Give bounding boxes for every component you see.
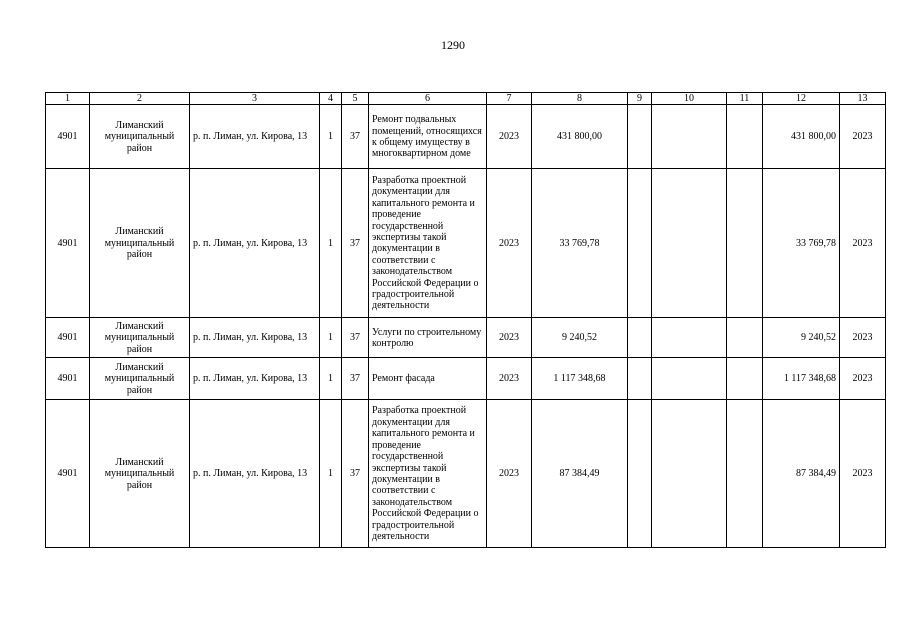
cell-col9: [628, 358, 652, 400]
cell-work-type: Услуги по строительному контролю: [369, 318, 487, 358]
cell-col9: [628, 105, 652, 169]
cell-col11: [727, 169, 763, 318]
cell-fund: 1 117 348,68: [763, 358, 840, 400]
cell-work-type: Ремонт фасада: [369, 358, 487, 400]
cell-municipality: Лиманский муниципальный район: [90, 400, 190, 548]
column-header: 12: [763, 93, 840, 105]
cell-address: р. п. Лиман, ул. Кирова, 13: [190, 358, 320, 400]
cell-col10: [652, 318, 727, 358]
table-row: [46, 358, 886, 400]
cell-work-type: Разработка проектной документации для капитального ремонта и проведение государственной экспертизы такой документации в соответствии с законодательством Российской Федерации о градостроительной деятельности: [369, 169, 487, 318]
cell-address: р. п. Лиман, ул. Кирова, 13: [190, 400, 320, 548]
cell-total: 1 117 348,68: [532, 358, 628, 400]
table-row: [46, 318, 886, 358]
cell-col4: 1: [320, 400, 342, 548]
column-header: 5: [342, 93, 369, 105]
cell-col10: [652, 400, 727, 548]
cell-fund: 431 800,00: [763, 105, 840, 169]
cell-col11: [727, 318, 763, 358]
cell-fund: 9 240,52: [763, 318, 840, 358]
cell-year: 2023: [487, 358, 532, 400]
cell-year: 2023: [487, 400, 532, 548]
cell-address: р. п. Лиман, ул. Кирова, 13: [190, 169, 320, 318]
cell-id: 4901: [46, 400, 90, 548]
cell-total: 431 800,00: [532, 105, 628, 169]
column-header: 9: [628, 93, 652, 105]
cell-col4: 1: [320, 169, 342, 318]
cell-col5: 37: [342, 105, 369, 169]
cell-col9: [628, 169, 652, 318]
column-header: 13: [840, 93, 886, 105]
cell-col11: [727, 105, 763, 169]
cell-fund: 33 769,78: [763, 169, 840, 318]
table-row: [46, 169, 886, 318]
cell-col9: [628, 400, 652, 548]
cell-col10: [652, 169, 727, 318]
table-row: [46, 105, 886, 169]
cell-id: 4901: [46, 318, 90, 358]
cell-work-type: Разработка проектной документации для капитального ремонта и проведение государственной экспертизы такой документации в соответствии с законодательством Российской Федерации о градостроительной деятельности: [369, 400, 487, 548]
cell-col10: [652, 105, 727, 169]
cell-col5: 37: [342, 318, 369, 358]
page-number: 1290: [441, 38, 465, 52]
column-header: 11: [727, 93, 763, 105]
cell-fund: 87 384,49: [763, 400, 840, 548]
cell-col11: [727, 400, 763, 548]
column-header: 1: [46, 93, 90, 105]
column-header: 8: [532, 93, 628, 105]
cell-end-year: 2023: [840, 105, 886, 169]
cell-col4: 1: [320, 318, 342, 358]
column-header: 4: [320, 93, 342, 105]
cell-address: р. п. Лиман, ул. Кирова, 13: [190, 105, 320, 169]
cell-municipality: Лиманский муниципальный район: [90, 169, 190, 318]
cell-address: р. п. Лиман, ул. Кирова, 13: [190, 318, 320, 358]
capital-repair-table: [45, 92, 886, 548]
cell-municipality: Лиманский муниципальный район: [90, 318, 190, 358]
cell-col4: 1: [320, 105, 342, 169]
cell-year: 2023: [487, 169, 532, 318]
column-header: 2: [90, 93, 190, 105]
cell-work-type: Ремонт подвальных помещений, относящихся к общему имуществу в многоквартирном доме: [369, 105, 487, 169]
cell-col4: 1: [320, 358, 342, 400]
column-header: 3: [190, 93, 320, 105]
cell-id: 4901: [46, 105, 90, 169]
cell-col5: 37: [342, 400, 369, 548]
cell-col11: [727, 358, 763, 400]
column-header: 10: [652, 93, 727, 105]
cell-end-year: 2023: [840, 169, 886, 318]
cell-total: 33 769,78: [532, 169, 628, 318]
cell-col9: [628, 318, 652, 358]
cell-col10: [652, 358, 727, 400]
column-number-row: [46, 93, 886, 105]
cell-end-year: 2023: [840, 400, 886, 548]
cell-col5: 37: [342, 169, 369, 318]
cell-end-year: 2023: [840, 318, 886, 358]
cell-year: 2023: [487, 105, 532, 169]
cell-municipality: Лиманский муниципальный район: [90, 105, 190, 169]
cell-id: 4901: [46, 358, 90, 400]
cell-total: 9 240,52: [532, 318, 628, 358]
cell-municipality: Лиманский муниципальный район: [90, 358, 190, 400]
column-header: 7: [487, 93, 532, 105]
cell-total: 87 384,49: [532, 400, 628, 548]
cell-id: 4901: [46, 169, 90, 318]
column-header: 6: [369, 93, 487, 105]
cell-end-year: 2023: [840, 358, 886, 400]
cell-col5: 37: [342, 358, 369, 400]
cell-year: 2023: [487, 318, 532, 358]
table-row: [46, 400, 886, 548]
